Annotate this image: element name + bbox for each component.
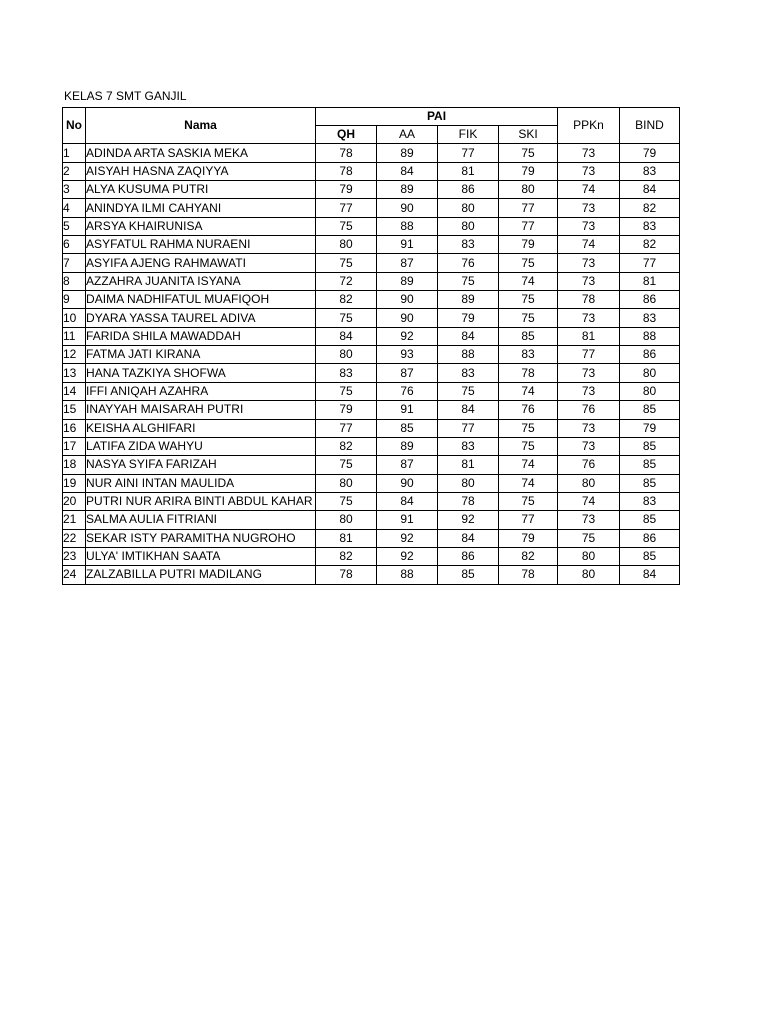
row-number: 15 <box>63 401 86 419</box>
score-qh: 80 <box>316 236 377 254</box>
row-number: 18 <box>63 456 86 474</box>
table-row <box>63 419 680 437</box>
score-aa: 90 <box>377 291 438 309</box>
score-fik: 78 <box>438 492 499 510</box>
score-qh: 78 <box>316 566 377 584</box>
row-number: 22 <box>63 529 86 547</box>
score-ppkn: 74 <box>558 181 620 199</box>
score-qh: 78 <box>316 162 377 180</box>
student-name: AISYAH HASNA ZAQIYYA <box>86 162 316 180</box>
student-name: AZZAHRA JUANITA ISYANA <box>86 272 316 290</box>
header-row-top <box>63 108 680 126</box>
table-row <box>63 254 680 272</box>
table-row <box>63 236 680 254</box>
row-number: 6 <box>63 236 86 254</box>
table-row <box>63 456 680 474</box>
score-ski: 83 <box>499 346 558 364</box>
score-aa: 84 <box>377 492 438 510</box>
score-qh: 79 <box>316 181 377 199</box>
score-qh: 82 <box>316 547 377 565</box>
score-bind: 83 <box>620 217 680 235</box>
score-ppkn: 76 <box>558 456 620 474</box>
student-name: SALMA AULIA FITRIANI <box>86 511 316 529</box>
score-bind: 84 <box>620 566 680 584</box>
student-name: IFFI ANIQAH AZAHRA <box>86 382 316 400</box>
row-number: 7 <box>63 254 86 272</box>
score-ski: 74 <box>499 456 558 474</box>
grades-table <box>62 107 680 585</box>
row-number: 24 <box>63 566 86 584</box>
score-ski: 77 <box>499 511 558 529</box>
score-qh: 82 <box>316 437 377 455</box>
score-aa: 89 <box>377 437 438 455</box>
score-bind: 86 <box>620 291 680 309</box>
header-pai: PAI <box>316 108 558 126</box>
score-ppkn: 74 <box>558 492 620 510</box>
score-ppkn: 81 <box>558 327 620 345</box>
score-fik: 84 <box>438 327 499 345</box>
table-row <box>63 529 680 547</box>
score-ski: 79 <box>499 162 558 180</box>
table-row <box>63 401 680 419</box>
score-qh: 80 <box>316 511 377 529</box>
score-ppkn: 73 <box>558 437 620 455</box>
score-ppkn: 73 <box>558 309 620 327</box>
student-name: INAYYAH MAISARAH PUTRI <box>86 401 316 419</box>
score-qh: 75 <box>316 382 377 400</box>
score-bind: 86 <box>620 346 680 364</box>
grades-body <box>63 144 680 584</box>
score-qh: 79 <box>316 401 377 419</box>
table-row <box>63 291 680 309</box>
header-fik: FIK <box>438 126 499 144</box>
score-aa: 87 <box>377 254 438 272</box>
header-bind: BIND <box>620 108 680 144</box>
score-ski: 75 <box>499 254 558 272</box>
score-qh: 77 <box>316 199 377 217</box>
score-qh: 77 <box>316 419 377 437</box>
header-no: No <box>63 108 86 144</box>
score-fik: 85 <box>438 566 499 584</box>
score-bind: 85 <box>620 456 680 474</box>
row-number: 17 <box>63 437 86 455</box>
score-qh: 75 <box>316 309 377 327</box>
score-fik: 81 <box>438 162 499 180</box>
student-name: ADINDA ARTA SASKIA MEKA <box>86 144 316 162</box>
header-ppkn: PPKn <box>558 108 620 144</box>
row-number: 21 <box>63 511 86 529</box>
table-row <box>63 309 680 327</box>
table-row <box>63 382 680 400</box>
score-ski: 75 <box>499 419 558 437</box>
score-ppkn: 73 <box>558 199 620 217</box>
score-ski: 85 <box>499 327 558 345</box>
score-ppkn: 73 <box>558 144 620 162</box>
score-aa: 92 <box>377 327 438 345</box>
table-row <box>63 437 680 455</box>
score-aa: 91 <box>377 401 438 419</box>
score-ski: 79 <box>499 529 558 547</box>
score-fik: 75 <box>438 272 499 290</box>
score-aa: 87 <box>377 456 438 474</box>
score-fik: 79 <box>438 309 499 327</box>
table-row <box>63 272 680 290</box>
score-qh: 80 <box>316 346 377 364</box>
student-name: ANINDYA ILMI CAHYANI <box>86 199 316 217</box>
score-ski: 79 <box>499 236 558 254</box>
score-bind: 83 <box>620 309 680 327</box>
student-name: ASYIFA AJENG RAHMAWATI <box>86 254 316 272</box>
score-qh: 83 <box>316 364 377 382</box>
table-row <box>63 162 680 180</box>
score-ppkn: 78 <box>558 291 620 309</box>
score-fik: 75 <box>438 382 499 400</box>
student-name: ULYA' IMTIKHAN SAATA <box>86 547 316 565</box>
table-row <box>63 474 680 492</box>
student-name: NUR AINI INTAN MAULIDA <box>86 474 316 492</box>
student-name: ALYA KUSUMA PUTRI <box>86 181 316 199</box>
row-number: 14 <box>63 382 86 400</box>
score-bind: 77 <box>620 254 680 272</box>
score-fik: 77 <box>438 144 499 162</box>
score-bind: 85 <box>620 437 680 455</box>
row-number: 1 <box>63 144 86 162</box>
score-bind: 83 <box>620 162 680 180</box>
table-row <box>63 511 680 529</box>
score-aa: 93 <box>377 346 438 364</box>
score-aa: 89 <box>377 272 438 290</box>
row-number: 5 <box>63 217 86 235</box>
score-qh: 75 <box>316 456 377 474</box>
score-ppkn: 76 <box>558 401 620 419</box>
table-row <box>63 199 680 217</box>
score-fik: 89 <box>438 291 499 309</box>
score-fik: 81 <box>438 456 499 474</box>
score-bind: 88 <box>620 327 680 345</box>
sheet-title: KELAS 7 SMT GANJIL <box>64 89 187 103</box>
score-ppkn: 75 <box>558 529 620 547</box>
student-name: LATIFA ZIDA WAHYU <box>86 437 316 455</box>
score-ski: 75 <box>499 309 558 327</box>
score-ski: 78 <box>499 566 558 584</box>
row-number: 11 <box>63 327 86 345</box>
score-qh: 80 <box>316 474 377 492</box>
row-number: 8 <box>63 272 86 290</box>
score-aa: 85 <box>377 419 438 437</box>
score-ppkn: 73 <box>558 254 620 272</box>
score-ski: 74 <box>499 272 558 290</box>
score-aa: 90 <box>377 199 438 217</box>
score-aa: 89 <box>377 181 438 199</box>
row-number: 10 <box>63 309 86 327</box>
score-ski: 75 <box>499 144 558 162</box>
score-fik: 77 <box>438 419 499 437</box>
score-ppkn: 73 <box>558 364 620 382</box>
score-bind: 81 <box>620 272 680 290</box>
score-bind: 84 <box>620 181 680 199</box>
score-bind: 82 <box>620 236 680 254</box>
score-bind: 86 <box>620 529 680 547</box>
score-aa: 76 <box>377 382 438 400</box>
table-row <box>63 492 680 510</box>
score-aa: 92 <box>377 529 438 547</box>
score-fik: 80 <box>438 217 499 235</box>
score-fik: 92 <box>438 511 499 529</box>
score-ppkn: 80 <box>558 474 620 492</box>
score-bind: 80 <box>620 382 680 400</box>
score-aa: 87 <box>377 364 438 382</box>
score-ppkn: 73 <box>558 217 620 235</box>
student-name: DYARA YASSA TAUREL ADIVA <box>86 309 316 327</box>
score-ppkn: 74 <box>558 236 620 254</box>
score-fik: 83 <box>438 236 499 254</box>
student-name: NASYA SYIFA FARIZAH <box>86 456 316 474</box>
score-fik: 86 <box>438 181 499 199</box>
score-bind: 80 <box>620 364 680 382</box>
score-ski: 74 <box>499 382 558 400</box>
row-number: 23 <box>63 547 86 565</box>
student-name: KEISHA ALGHIFARI <box>86 419 316 437</box>
score-bind: 85 <box>620 511 680 529</box>
score-ppkn: 73 <box>558 162 620 180</box>
table-row <box>63 217 680 235</box>
score-ppkn: 73 <box>558 511 620 529</box>
row-number: 2 <box>63 162 86 180</box>
score-aa: 91 <box>377 236 438 254</box>
score-aa: 92 <box>377 547 438 565</box>
score-bind: 79 <box>620 419 680 437</box>
table-row <box>63 181 680 199</box>
row-number: 13 <box>63 364 86 382</box>
score-ski: 80 <box>499 181 558 199</box>
score-ski: 75 <box>499 492 558 510</box>
score-fik: 88 <box>438 346 499 364</box>
score-ski: 77 <box>499 217 558 235</box>
header-aa: AA <box>377 126 438 144</box>
score-ski: 75 <box>499 291 558 309</box>
score-fik: 83 <box>438 437 499 455</box>
score-ski: 76 <box>499 401 558 419</box>
score-qh: 78 <box>316 144 377 162</box>
score-ski: 74 <box>499 474 558 492</box>
table-row <box>63 566 680 584</box>
student-name: HANA TAZKIYA SHOFWA <box>86 364 316 382</box>
table-row <box>63 346 680 364</box>
student-name: ARSYA KHAIRUNISA <box>86 217 316 235</box>
score-ppkn: 73 <box>558 419 620 437</box>
score-ppkn: 73 <box>558 272 620 290</box>
row-number: 9 <box>63 291 86 309</box>
score-aa: 88 <box>377 566 438 584</box>
score-fik: 84 <box>438 529 499 547</box>
score-ski: 82 <box>499 547 558 565</box>
score-fik: 80 <box>438 474 499 492</box>
score-qh: 72 <box>316 272 377 290</box>
student-name: DAIMA NADHIFATUL MUAFIQOH <box>86 291 316 309</box>
student-name: FATMA JATI KIRANA <box>86 346 316 364</box>
score-aa: 89 <box>377 144 438 162</box>
row-number: 20 <box>63 492 86 510</box>
score-bind: 82 <box>620 199 680 217</box>
score-ppkn: 77 <box>558 346 620 364</box>
score-qh: 75 <box>316 492 377 510</box>
row-number: 3 <box>63 181 86 199</box>
score-fik: 84 <box>438 401 499 419</box>
score-aa: 91 <box>377 511 438 529</box>
score-fik: 80 <box>438 199 499 217</box>
row-number: 12 <box>63 346 86 364</box>
row-number: 4 <box>63 199 86 217</box>
score-ski: 78 <box>499 364 558 382</box>
student-name: ZALZABILLA PUTRI MADILANG <box>86 566 316 584</box>
score-qh: 84 <box>316 327 377 345</box>
score-ski: 75 <box>499 437 558 455</box>
header-nama: Nama <box>86 108 316 144</box>
score-aa: 88 <box>377 217 438 235</box>
score-ski: 77 <box>499 199 558 217</box>
table-row <box>63 327 680 345</box>
score-qh: 82 <box>316 291 377 309</box>
table-row <box>63 364 680 382</box>
score-qh: 75 <box>316 217 377 235</box>
score-aa: 90 <box>377 474 438 492</box>
score-qh: 75 <box>316 254 377 272</box>
score-ppkn: 80 <box>558 566 620 584</box>
score-bind: 83 <box>620 492 680 510</box>
score-bind: 85 <box>620 401 680 419</box>
table-row <box>63 547 680 565</box>
student-name: PUTRI NUR ARIRA BINTI ABDUL KAHAR <box>86 492 316 510</box>
table-row <box>63 144 680 162</box>
score-bind: 85 <box>620 547 680 565</box>
student-name: SEKAR ISTY PARAMITHA NUGROHO <box>86 529 316 547</box>
row-number: 16 <box>63 419 86 437</box>
row-number: 19 <box>63 474 86 492</box>
score-aa: 84 <box>377 162 438 180</box>
student-name: FARIDA SHILA MAWADDAH <box>86 327 316 345</box>
score-bind: 79 <box>620 144 680 162</box>
score-ppkn: 80 <box>558 547 620 565</box>
header-qh: QH <box>316 126 377 144</box>
student-name: ASYFATUL RAHMA NURAENI <box>86 236 316 254</box>
score-ppkn: 73 <box>558 382 620 400</box>
score-fik: 83 <box>438 364 499 382</box>
score-bind: 85 <box>620 474 680 492</box>
header-ski: SKI <box>499 126 558 144</box>
score-qh: 81 <box>316 529 377 547</box>
score-fik: 76 <box>438 254 499 272</box>
score-fik: 86 <box>438 547 499 565</box>
score-aa: 90 <box>377 309 438 327</box>
